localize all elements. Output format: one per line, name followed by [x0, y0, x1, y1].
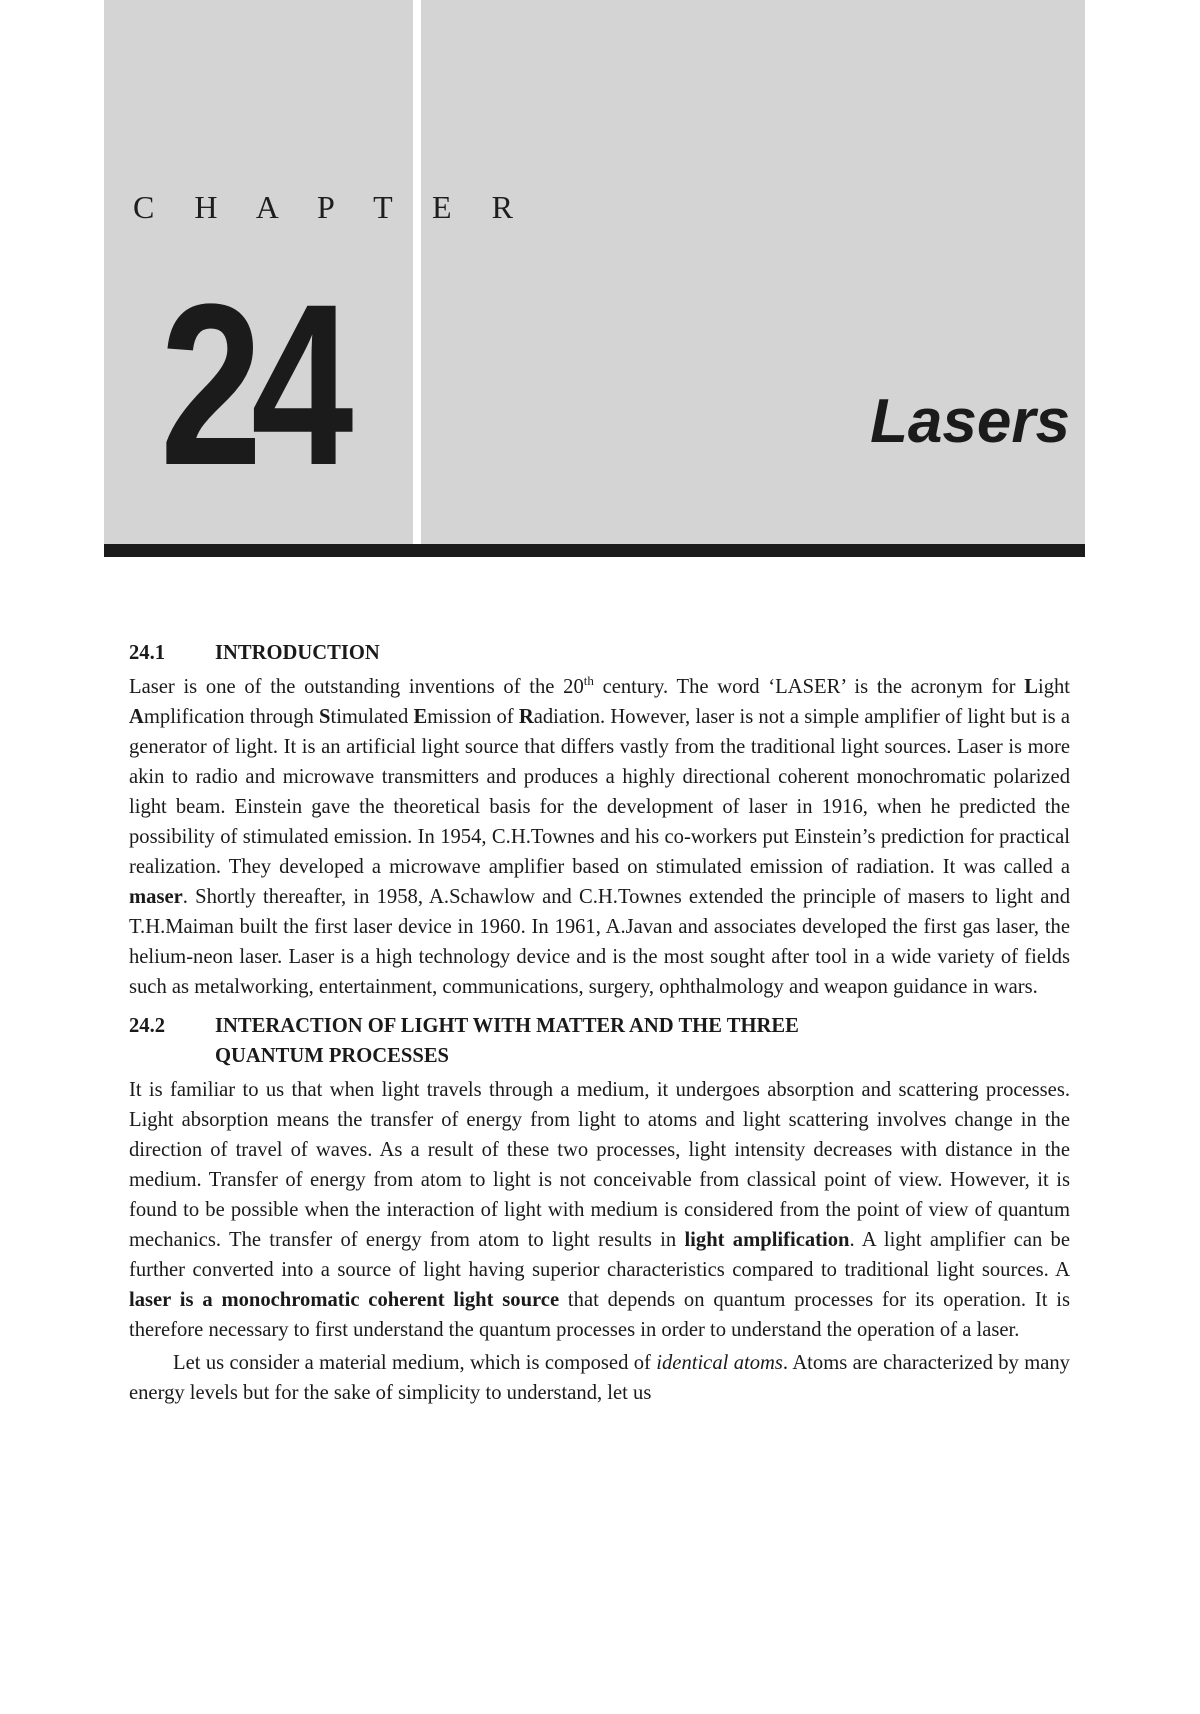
intro-paragraph: Laser is one of the outstanding inventions of the 20th century. The word ‘LASER’ is the acronym for Light Amplification through Stimulated Emission of Radiation. However, laser is not a simple amplifier of light but is a generator of light. It is an artificial light source that differs vastly from the traditional light sources. Laser is more akin to radio and microwave transmitters and produces a highly directional coherent monochromatic polarized light beam. Einstein gave the theoretical basis for the development of laser in 1916, when he predicted the possibility of stimulated emission. In 1954, C.H.Townes and his co-workers put Einstein’s prediction for practical realization. They developed a microwave amplifier based on stimulated emission of radiation. It was called a maser. Shortly thereafter, in 1958, A.Schawlow and C.H.Townes extended the principle of masers to light and T.H.Maiman built the first laser device in 1960. In 1961, A.Javan and associates developed the first gas laser, the helium-neon laser. Laser is a high technology device and is the most sought after tool in a wide variety of fields such as metalworking, entertainment, communications, surgery, ophthalmology and weapon guidance in wars.: [129, 673, 1071, 998]
term-light-amplification: light amplification: [684, 1229, 850, 1251]
laser-definition: laser is a monochromatic coherent light source: [129, 1289, 560, 1311]
page-content: [129, 638, 1070, 1408]
header-rule: [104, 544, 1085, 557]
chapter-label: C H A P T E R: [133, 189, 529, 225]
interaction-paragraph-2: Let us consider a material medium, which is composed of identical atoms. Atoms are characterized by many energy levels but for the sake of simplicity to understand, let us: [129, 1352, 1070, 1404]
term-maser: maser: [129, 886, 183, 908]
header-divider: [413, 0, 421, 544]
term-identical-atoms: identical atoms: [656, 1352, 783, 1374]
section-heading-intro: [129, 638, 1070, 668]
interaction-paragraph-1: It is familiar to us that when light travels through a medium, it undergoes absorption and scattering processes. Light absorption means the transfer of energy from light to atoms and light scattering involves change in the direction of travel of waves. As a result of these two processes, light intensity decreases with distance in the medium. Transfer of energy from atom to light is not conceivable from classical point of view. However, it is found to be possible when the interaction of light with medium is considered from the point of view of quantum mechanics. The transfer of energy from atom to light results in light amplification. A light amplifier can be further converted into a source of light having superior characteristics compared to traditional light sources. A laser is a monochromatic coherent light source that depends on quantum processes for its operation. It is therefore necessary to first understand the quantum processes in order to understand the operation of a laser.: [129, 1079, 1070, 1341]
section-title: INTERACTION OF LIGHT WITH MATTER AND THE THREE QUANTUM PROCESSES: [215, 1015, 799, 1067]
section-number: 24.2: [129, 1015, 166, 1037]
chapter-number: 24: [160, 256, 343, 513]
section-title: INTRODUCTION: [215, 642, 380, 664]
section-heading-interaction: [129, 1011, 1070, 1071]
section-number: 24.1: [129, 642, 166, 664]
chapter-title: Lasers: [870, 387, 1070, 456]
